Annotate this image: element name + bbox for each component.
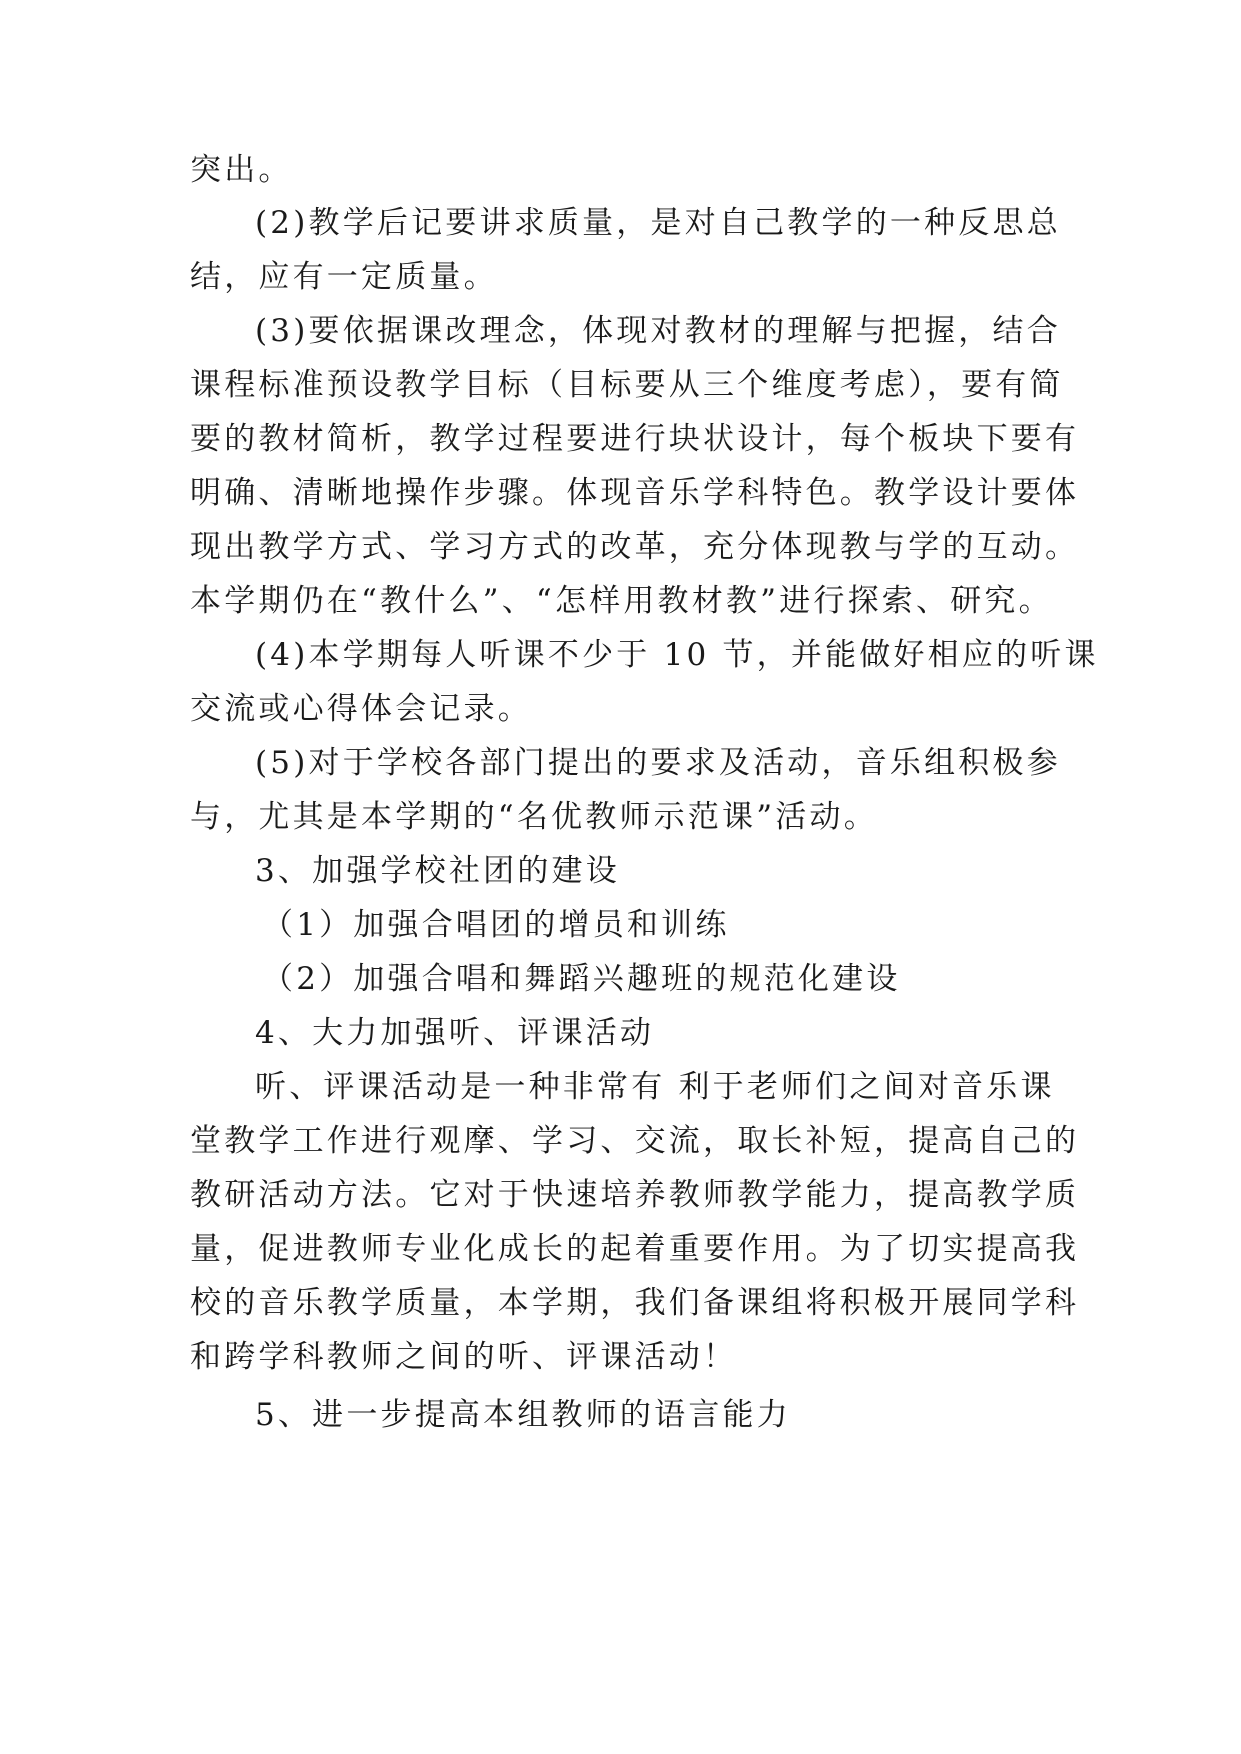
text-line: 量，促进教师专业化成长的起着重要作用。为了切实提高我 — [190, 1231, 1080, 1267]
text-line: 本学期仍在“教什么”、“怎样用教材教”进行探索、研究。 — [190, 583, 1053, 619]
text-line: 校的音乐教学质量，本学期，我们备课组将积极开展同学科 — [190, 1285, 1080, 1321]
section-heading: 5、进一步提高本组教师的语言能力 — [255, 1397, 791, 1433]
text-line: 教研活动方法。它对于快速培养教师教学能力，提高教学质 — [190, 1177, 1080, 1213]
text-line: 堂教学工作进行观摩、学习、交流，取长补短，提高自己的 — [190, 1123, 1080, 1159]
text-line: 与，尤其是本学期的“名优教师示范课”活动。 — [190, 799, 878, 835]
text-line: 课程标准预设教学目标（目标要从三个维度考虑），要有简 — [190, 367, 1064, 403]
subsection-item: （1）加强合唱团的增员和训练 — [262, 907, 730, 943]
text-line: 和跨学科教师之间的听、评课活动！ — [190, 1339, 738, 1375]
section-heading: 3、加强学校社团的建设 — [255, 853, 620, 889]
text-line: (4)本学期每人听课不少于 10 节，并能做好相应的听课 — [255, 637, 1099, 673]
text-line: (2)教学后记要讲求质量，是对自己教学的一种反思总 — [255, 205, 1061, 241]
text-line: 交流或心得体会记录。 — [190, 691, 532, 727]
text-line: 突出。 — [190, 152, 293, 188]
section-heading: 4、大力加强听、评课活动 — [255, 1015, 655, 1051]
subsection-item: （2）加强合唱和舞蹈兴趣班的规范化建设 — [262, 961, 901, 997]
text-line: (5)对于学校各部门提出的要求及活动，音乐组积极参 — [255, 745, 1061, 781]
text-line: 听、评课活动是一种非常有 利于老师们之间对音乐课 — [255, 1069, 1055, 1105]
text-line: 明确、清晰地操作步骤。体现音乐学科特色。教学设计要体 — [190, 475, 1080, 511]
text-line: 现出教学方式、学习方式的改革，充分体现教与学的互动。 — [190, 529, 1080, 565]
text-line: (3)要依据课改理念，体现对教材的理解与把握，结合 — [255, 313, 1061, 349]
text-line: 要的教材简析，教学过程要进行块状设计，每个板块下要有 — [190, 421, 1080, 457]
text-line: 结，应有一定质量。 — [190, 259, 498, 295]
